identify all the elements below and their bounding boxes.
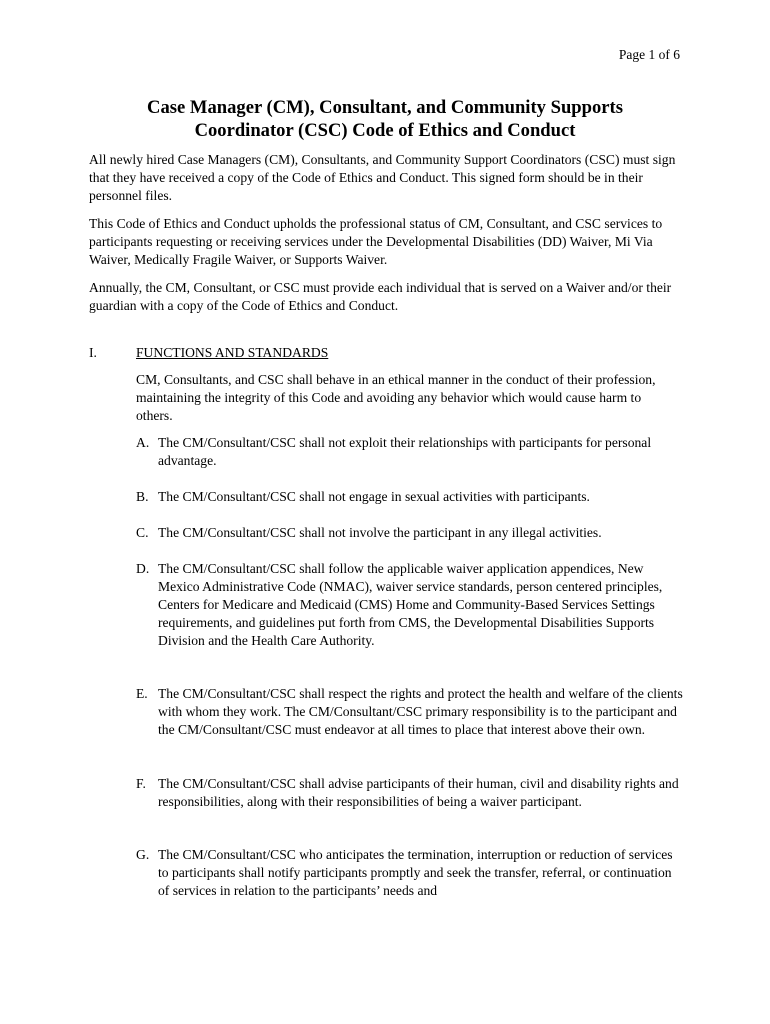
section-number: I. (89, 345, 97, 360)
list-item-a (136, 434, 684, 470)
list-item-text: The CM/Consultant/CSC shall not engage in sexual activities with participants. (158, 489, 590, 504)
list-item-text: The CM/Consultant/CSC shall advise participants of their human, civil and disability rights and responsibilities, along with their responsibilities of being a waiver participant. (158, 776, 679, 809)
list-item-letter: C. (136, 525, 149, 540)
intro-paragraph-3: Annually, the CM, Consultant, or CSC must provide each individual that is served on a Waiver and/or their guardian with a copy of the Code of Ethics and Conduct. (89, 280, 672, 313)
list-item-letter: G. (136, 847, 150, 862)
list-item-letter: B. (136, 489, 149, 504)
list-item-text: The CM/Consultant/CSC shall not involve the participant in any illegal activities. (158, 525, 602, 540)
title-line-2: Coordinator (CSC) Code of Ethics and Conduct (194, 120, 576, 141)
list-item-b (136, 488, 684, 506)
list-item-c (136, 524, 684, 542)
list-item-letter: D. (136, 561, 150, 576)
list-item-text: The CM/Consultant/CSC shall follow the applicable waiver application appendices, New Mexico Administrative Code (NMAC), waiver service standards, person centered principles, Centers for Medicare and Medicaid (CMS) Home and Community-Based Services Settings requirements, and guidelines put forth from CMS, the Developmental Disabilities Supports Division and the Health Care Authority. (158, 561, 663, 648)
intro-paragraph-2: This Code of Ethics and Conduct upholds the professional status of CM, Consultant, and CSC services to participants requesting or receiving services under the Developmental Disabilities (DD) Waiver, Mi Via Waiver, Medically Fragile Waiver, or Supports Waiver. (89, 216, 663, 267)
section-heading: FUNCTIONS AND STANDARDS (136, 345, 329, 360)
document-title (89, 96, 681, 142)
list-item-g (136, 846, 684, 900)
intro-paragraph-1: All newly hired Case Managers (CM), Consultants, and Community Support Coordinators (CSC) must sign that they have received a copy of the Code of Ethics and Conduct. This signed form should be in their personnel files. (89, 152, 676, 203)
list-item-f (136, 775, 684, 811)
list-item-text: The CM/Consultant/CSC shall respect the rights and protect the health and welfare of the clients with whom they work. The CM/Consultant/CSC primary responsibility is to the participant and the CM/Consultant/CSC must endeavor at all times to place that interest above their own. (158, 686, 683, 737)
list-item-text: The CM/Consultant/CSC shall not exploit their relationships with participants for personal advantage. (158, 435, 652, 468)
list-item-letter: E. (136, 686, 148, 701)
list-item-letter: F. (136, 776, 146, 791)
list-item-d (136, 560, 684, 650)
list-item-letter: A. (136, 435, 150, 450)
section-intro: CM, Consultants, and CSC shall behave in an ethical manner in the conduct of their profession, maintaining the integrity of this Code and avoiding any behavior which would cause harm to others. (136, 372, 656, 423)
page-number: Page 1 of 6 (618, 47, 680, 62)
title-line-1: Case Manager (CM), Consultant, and Community Supports (147, 97, 623, 118)
list-item-text: The CM/Consultant/CSC who anticipates the termination, interruption or reduction of services to participants shall notify participants promptly and seek the transfer, referral, or continuation of services in relation to the participants’ needs and (158, 847, 673, 898)
list-item-e (136, 685, 684, 739)
